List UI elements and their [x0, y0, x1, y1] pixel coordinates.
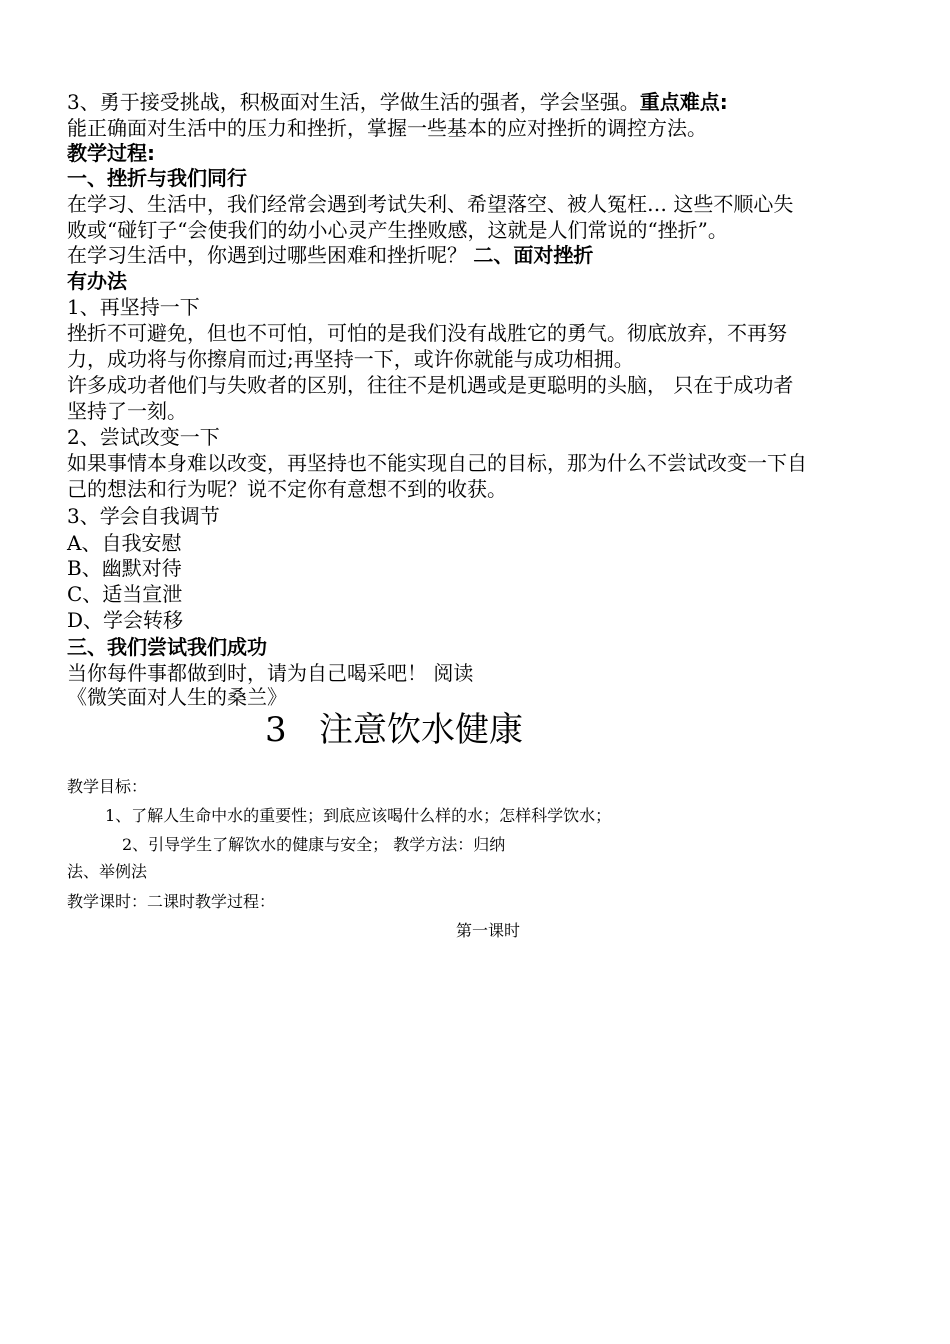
- item-2: 2、尝试改变一下: [67, 425, 220, 449]
- paragraph: 己的想法和行为呢？说不定你有意想不到的收获。: [67, 477, 507, 501]
- reading-title: 《微笑面对人生的桑兰》: [67, 685, 287, 709]
- sub-item-d: D、学会转移: [67, 608, 184, 632]
- question: 在学习生活中，你遇到过哪些困难和挫折呢？: [67, 243, 467, 267]
- paragraph: 在学习、生活中，我们经常会遇到考试失利、希望落空、被人冤枉… 这些不顺心失: [67, 192, 794, 216]
- lesson-1-heading: 第一课时: [456, 921, 521, 940]
- section3-heading: 三、我们尝试我们成功: [67, 635, 267, 659]
- goal-1: 1、了解人生命中水的重要性；到底应该喝什么样的水；怎样科学饮水；: [105, 806, 612, 825]
- sub-item-c: C、适当宣泄: [67, 582, 183, 606]
- section2-heading: 二、面对挫折: [473, 243, 594, 267]
- paragraph: 败或“碰钉子“会使我们的幼小心灵产生挫败感，这就是人们常说的“挫折”。: [67, 218, 728, 242]
- lesson-hours: 教学课时：二课时教学过程：: [67, 892, 276, 911]
- item-3: 3、学会自我调节: [67, 504, 220, 528]
- paragraph: 挫折不可避免，但也不可怕，可怕的是我们没有战胜它的勇气。彻底放弃，不再努: [67, 321, 787, 345]
- paragraph: 力，成功将与你擦肩而过;再坚持一下，或许你就能与成功相拥。: [67, 347, 634, 371]
- sub-item-a: A、自我安慰: [67, 531, 182, 555]
- section1-heading: 一、挫折与我们同行: [67, 166, 247, 190]
- goal-3: 3、勇于接受挑战，积极面对生活，学做生活的强者，学会坚强。: [67, 90, 640, 114]
- lesson-title: 3 注意饮水健康: [265, 710, 524, 750]
- question-line: [67, 245, 593, 265]
- item-1: 1、再坚持一下: [67, 295, 200, 319]
- goal-line: [67, 92, 728, 112]
- paragraph: 当你每件事都做到时，请为自己喝采吧！ 阅读: [67, 661, 474, 685]
- methods-cont: 法、举例法: [67, 862, 148, 881]
- process-heading: 教学过程:: [67, 141, 155, 165]
- key-points-text: 能正确面对生活中的压力和挫折，掌握一些基本的应对挫折的调控方法。: [67, 116, 707, 140]
- paragraph: 许多成功者他们与失败者的区别，往往不是机遇或是更聪明的头脑， 只在于成功者: [67, 373, 794, 397]
- paragraph: 坚持了一刻。: [67, 399, 187, 423]
- goal-2: 2、引导学生了解饮水的健康与安全； 教学方法：归纳: [122, 835, 506, 854]
- section2-heading-cont: 有办法: [67, 269, 127, 293]
- sub-item-b: B、幽默对待: [67, 556, 182, 580]
- key-points-label: 重点难点:: [639, 90, 728, 114]
- goals-label: 教学目标：: [67, 777, 148, 796]
- paragraph: 如果事情本身难以改变，再坚持也不能实现自己的目标，那为什么不尝试改变一下自: [67, 451, 807, 475]
